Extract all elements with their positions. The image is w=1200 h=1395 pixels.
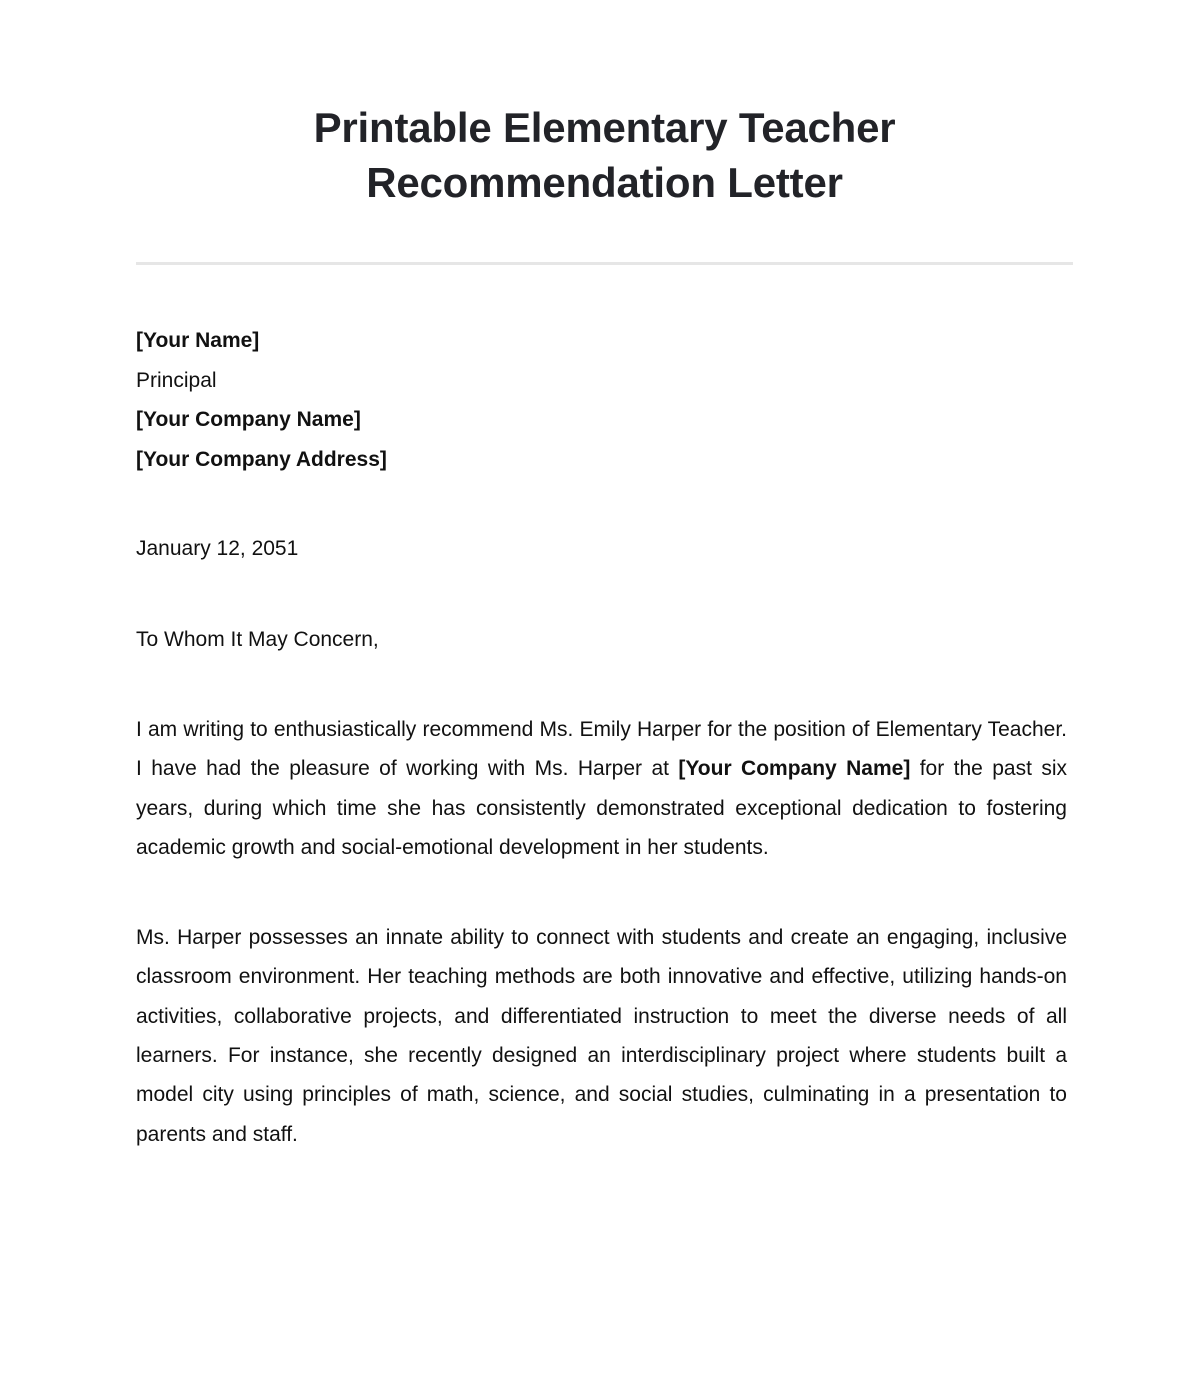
body-paragraph-2: Ms. Harper possesses an innate ability to connect with students and create an engaging, inclusive classroom environment. Her teaching methods are both innovative and effective, utilizing hands-on activities, collaborative projects, and differentiated instruction to meet the diverse needs of all learners. For instance, she recently designed an interdisciplinary project where students built a model city using principles of math, science, and social studies, culminating in a presentation to parents and staff. xyxy=(136,926,1067,1146)
document-title-line-1: Printable Elementary Teacher xyxy=(313,104,896,151)
sender-name: [Your Name] xyxy=(136,329,260,352)
document-title xyxy=(136,0,1073,210)
document-title-line-2: Recommendation Letter xyxy=(366,159,843,206)
letter-page xyxy=(136,0,1073,1154)
sender-block xyxy=(136,321,1073,479)
sender-company: [Your Company Name] xyxy=(136,408,361,431)
salutation: To Whom It May Concern, xyxy=(136,627,379,651)
paragraph-1-text-start: I am writing to enthusiastically recommend Ms. Emily Harper for the position of Elementary Teacher. I have had the pleasure of working with Ms. Harper at xyxy=(136,718,1067,781)
paragraph-1-company-placeholder: [Your Company Name] xyxy=(678,757,911,781)
sender-address: [Your Company Address] xyxy=(136,447,387,471)
paragraph-1-text-end: for the past six years, during which time she has consistently demonstrated exceptional dedication to fostering academic growth and social-emotional development in her students. xyxy=(136,757,1067,859)
sender-role: Principal xyxy=(136,368,217,392)
letter-date: January 12, 2051 xyxy=(136,537,299,560)
title-divider xyxy=(136,262,1073,265)
body-paragraph-1 xyxy=(136,710,1067,867)
